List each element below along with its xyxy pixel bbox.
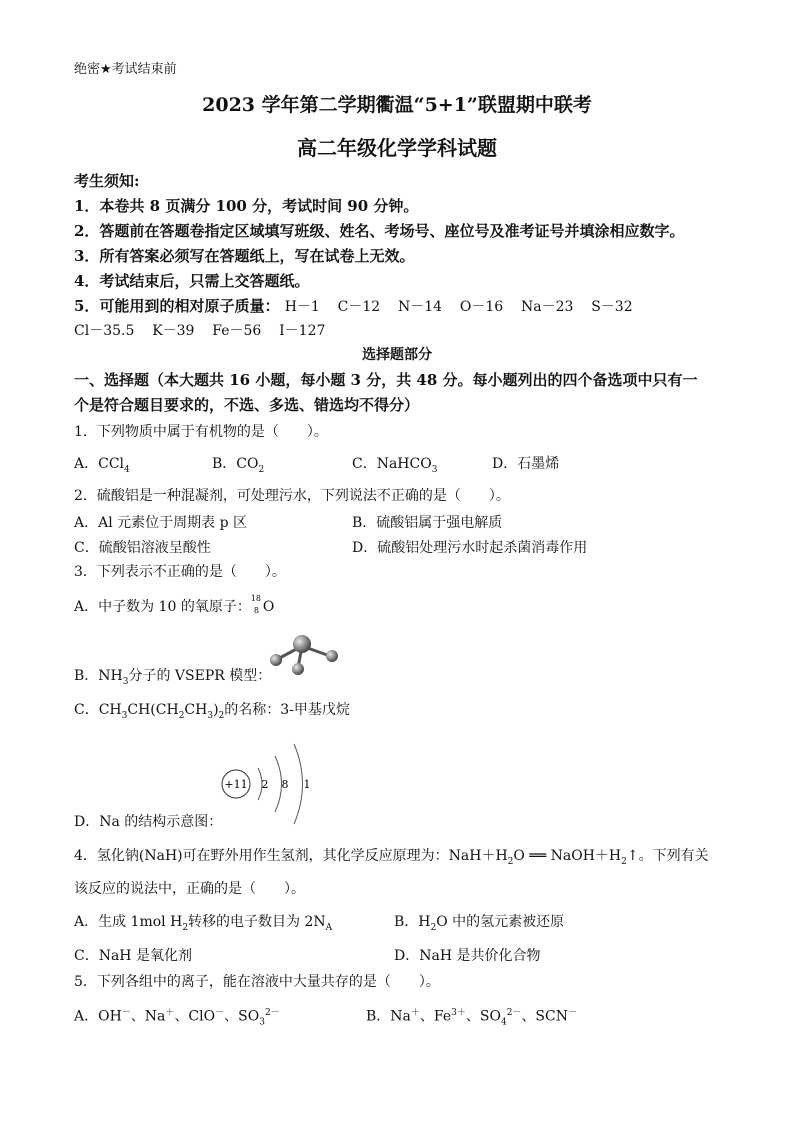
exam-subtitle: 高二年级化学学科试题 — [297, 136, 497, 160]
section-title: 选择题部分 — [362, 347, 432, 363]
q1-stem: 1．下列物质中属于有机物的是（ ）。 — [74, 424, 328, 440]
q1-option-a: A．CCl$_4$ — [74, 456, 130, 475]
q4-stem-line-2: 该反应的说法中，正确的是（ ）。 — [74, 881, 305, 897]
q4-option-b: B．$H_2O$ 中的氢元素被还原 — [394, 914, 565, 933]
q3-option-c: C．$CH_3CH(CH_2CH_3)_2$的名称：3-甲基戊烷 — [74, 702, 350, 721]
part-instructions-2: 个是符合题目要求的，不选、多选、错选均不得分） — [74, 396, 420, 414]
q2-stem: 2．硫酸铝是一种混凝剂，可处理污水，下列说法不正确的是（ ）。 — [74, 488, 510, 504]
q3-option-a: A．中子数为 10 的氧原子： 18 8 O — [74, 594, 275, 615]
note-item-1: 1．本卷共 8 页满分 100 分，考试时间 90 分钟。 — [74, 197, 419, 215]
nucleus-charge: +11 — [224, 778, 248, 791]
exam-title: 2023 学年第二学期衢温“5+1”联盟期中联考 — [202, 94, 592, 116]
q5-stem: 5．下列各组中的离子，能在溶液中大量共存的是（ ）。 — [74, 974, 440, 990]
note-item-3: 3．所有答案必须写在答题纸上，写在试卷上无效。 — [74, 247, 415, 265]
q3-option-d: D．Na 的结构示意图： — [74, 814, 223, 830]
q2-option-a: A．Al 元素位于周期表 p 区 — [74, 515, 248, 531]
q4-stem-line-1: 4．氢化钠(NaH)可在野外用作生氢剂，其化学反应原理为：$NaH+H_2O$ ══ $NaOH+H_2↑$。下列有关 — [74, 848, 709, 867]
oxygen-isotope: 18 8 — [250, 594, 262, 615]
notes-heading: 考生须知: — [74, 172, 140, 190]
q4-option-a: A．生成 1mol $H_2$转移的电子数目为 $2N_A$ — [74, 914, 333, 933]
shell-1-electrons: 2 — [261, 778, 269, 791]
q5-option-a: A．OH－、Na＋、ClO－、$SO_3^{2-}$ — [74, 1008, 280, 1028]
sodium-atom-structure-icon — [212, 738, 322, 830]
shell-3-electrons: 1 — [303, 778, 311, 791]
shell-2-electrons: 8 — [281, 778, 289, 791]
atomic-masses-1: H－1 C－12 N－14 O－16 Na－23 S－32 — [284, 299, 633, 315]
q2-option-b: B．硫酸铝属于强电解质 — [352, 515, 503, 531]
q4-option-d: D．NaH 是共价化合物 — [394, 948, 541, 964]
q2-option-d: D．硫酸铝处理污水时起杀菌消毒作用 — [352, 540, 588, 556]
q5-option-b: B．Na＋、$Fe^{3+}$、$SO_4^{2-}$、SCN－ — [366, 1008, 577, 1028]
part-instructions-1: 一、选择题（本大题共 16 小题，每小题 3 分，共 48 分。每小题列出的四个备选项中只有一 — [74, 371, 698, 389]
q2-option-c: C．硫酸铝溶液呈酸性 — [74, 540, 211, 556]
note-item-2: 2．答题前在答题卷指定区域填写班级、姓名、考场号、座位号及准考证号并填涂相应数字。 — [74, 222, 685, 240]
atomic-masses-2: Cl－35.5 K－39 Fe－56 I－127 — [74, 323, 326, 339]
nh3-vsepr-model-icon — [266, 632, 346, 682]
note-item-5 — [74, 297, 633, 316]
q4-option-c: C．NaH 是氧化剂 — [74, 948, 192, 964]
q1-option-d: D．石墨烯 — [492, 456, 560, 472]
q3-stem: 3．下列表示不正确的是（ ）。 — [74, 564, 286, 580]
note-item-4: 4．考试结束后，只需上交答题纸。 — [74, 272, 310, 290]
q3-option-b: B．$NH_3$分子的 VSEPR 模型： — [74, 668, 272, 687]
q1-option-c: C．NaHCO$_3$ — [352, 456, 438, 475]
note-item-5-label: 5．可能用到的相对原子质量： — [74, 297, 280, 315]
confidential-label: 绝密★考试结束前 — [74, 62, 177, 77]
q1-option-b: B．$CO_2$ — [212, 456, 265, 475]
